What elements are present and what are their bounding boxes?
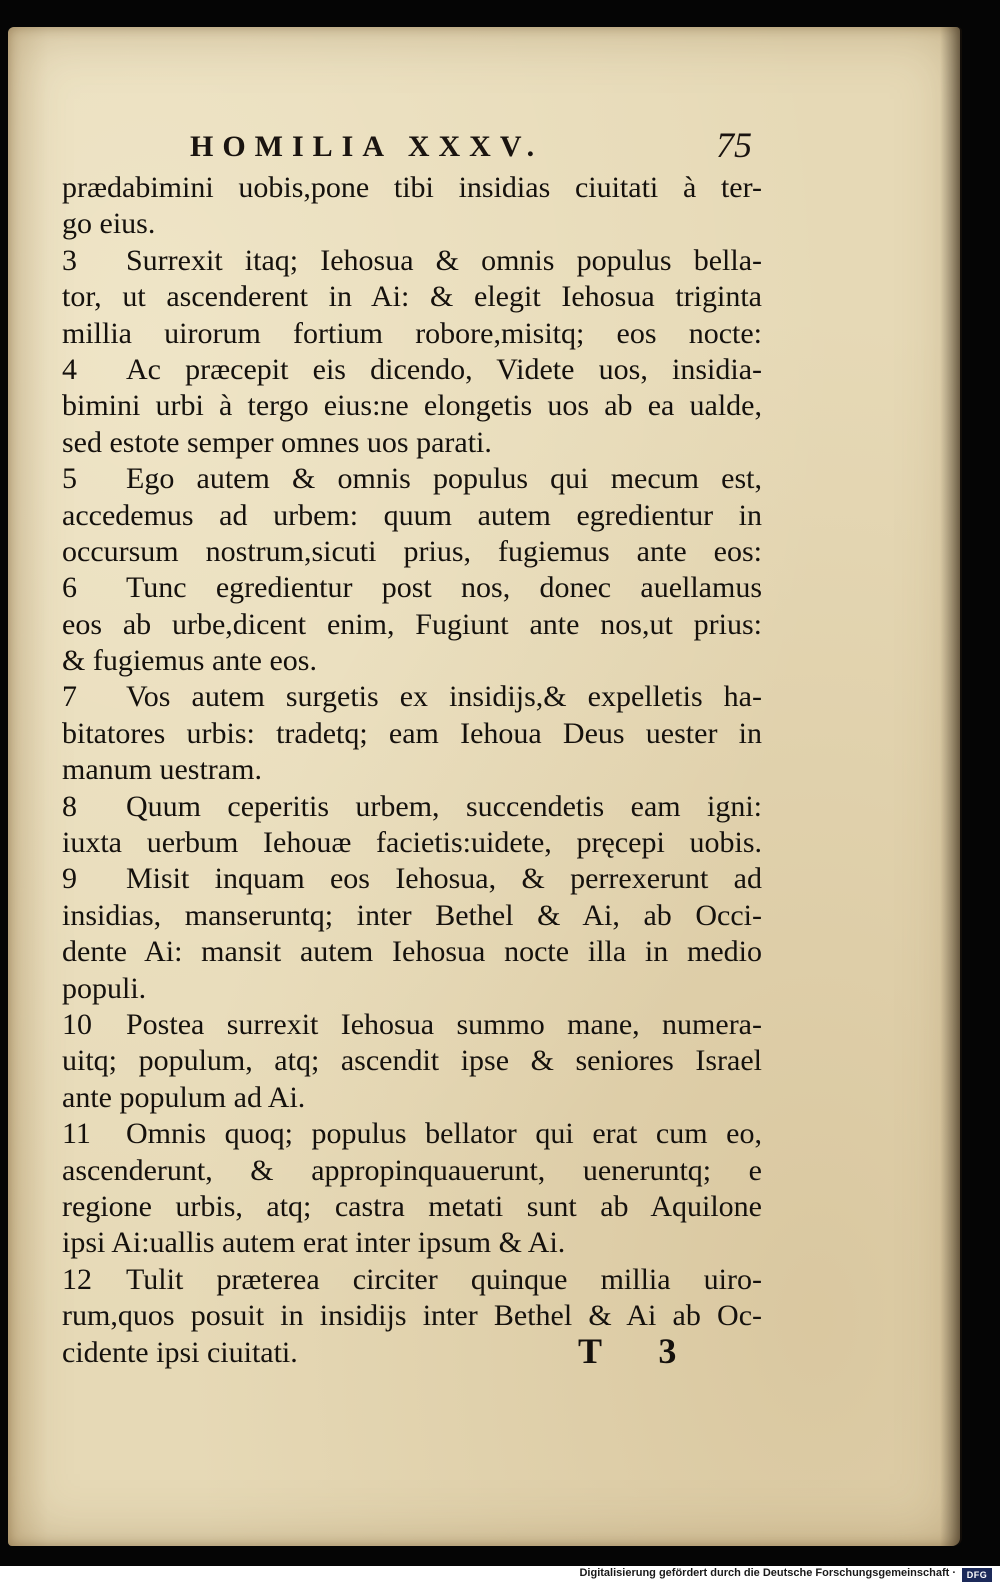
line-text: ante populum ad Ai. bbox=[62, 1080, 306, 1114]
text-line bbox=[62, 1007, 762, 1043]
line-text: bimini urbi à tergo eius:ne elongetis uos ab ea ualde, bbox=[62, 389, 762, 423]
verse-number: 11 bbox=[62, 1117, 91, 1151]
text-line bbox=[62, 1116, 762, 1152]
line-text: sed estote semper omnes uos parati. bbox=[62, 425, 492, 459]
line-text: uitq; populum, atq; ascendit ipse & seniores Israel bbox=[62, 1044, 762, 1078]
text-line bbox=[62, 316, 762, 352]
verse-number: 4 bbox=[62, 352, 77, 386]
line-text: accedemus ad urbem: quum autem egredientur in bbox=[62, 498, 762, 532]
line-text: manum uestram. bbox=[62, 753, 262, 787]
text-line bbox=[62, 206, 762, 242]
page-number: 75 bbox=[716, 125, 752, 165]
line-text: Quum ceperitis urbem, succendetis eam igni: bbox=[126, 789, 762, 823]
line-text: dente Ai: mansit autem Iehosua nocte illa in medio bbox=[62, 935, 762, 969]
text-line bbox=[62, 861, 762, 897]
verse-number: 12 bbox=[62, 1262, 92, 1296]
text-line bbox=[62, 570, 762, 606]
line-text: Ac præcepit eis dicendo, Videte uos, insidia- bbox=[126, 352, 762, 386]
line-text: Vos autem surgetis ex insidijs,& expelletis ha- bbox=[126, 680, 762, 714]
verse-number: 6 bbox=[62, 571, 77, 605]
verse-number: 5 bbox=[62, 462, 77, 496]
text-line bbox=[62, 752, 762, 788]
text-line bbox=[62, 789, 762, 825]
text-line bbox=[62, 534, 762, 570]
line-text: Postea surrexit Iehosua summo mane, numera- bbox=[126, 1007, 762, 1041]
line-text: populi. bbox=[62, 971, 147, 1005]
line-text: cidente ipsi ciuitati. bbox=[62, 1335, 298, 1369]
verse-number: 9 bbox=[62, 862, 77, 896]
line-text: & fugiemus ante eos. bbox=[62, 644, 317, 678]
verse-number: 10 bbox=[62, 1007, 92, 1041]
body-text bbox=[62, 170, 762, 1371]
line-text: Misit inquam eos Iehosua, & perrexerunt ad bbox=[126, 862, 762, 896]
signature-mark: T 3 bbox=[578, 1331, 701, 1371]
line-text: Ego autem & omnis populus qui mecum est, bbox=[126, 462, 762, 496]
line-text: prædabimini uobis,pone tibi insidias ciuitati à ter- bbox=[62, 171, 762, 204]
line-text: iuxta uerbum Iehouæ facietis:uidete, pręcepi uobis. bbox=[62, 826, 762, 860]
text-line bbox=[62, 425, 762, 461]
text-line bbox=[62, 1153, 762, 1189]
dfg-logo: DFG bbox=[962, 1568, 992, 1582]
text-line bbox=[62, 971, 762, 1007]
text-line bbox=[62, 934, 762, 970]
text-line bbox=[62, 243, 762, 279]
line-text: ipsi Ai:uallis autem erat inter ipsum & Ai. bbox=[62, 1226, 566, 1260]
running-title: HOMILIA XXXV. bbox=[190, 130, 544, 163]
text-line bbox=[62, 388, 762, 424]
line-text: eos ab urbe,dicent enim, Fugiunt ante nos,ut prius: bbox=[62, 607, 762, 641]
text-line bbox=[62, 679, 762, 715]
funding-credit: Digitalisierung gefördert durch die Deutsche Forschungsgemeinschaft · bbox=[579, 1567, 956, 1579]
text-line bbox=[62, 898, 762, 934]
text-line bbox=[62, 352, 762, 388]
text-line bbox=[62, 170, 762, 206]
line-text: Surrexit itaq; Iehosua & omnis populus bella- bbox=[126, 243, 762, 277]
text-line bbox=[62, 716, 762, 752]
line-text: regione urbis, atq; castra metati sunt ab Aquilone bbox=[62, 1189, 762, 1223]
text-line bbox=[62, 1262, 762, 1298]
line-text: Omnis quoq; populus bellator qui erat cum eo, bbox=[126, 1117, 762, 1151]
line-text: ascenderunt, & appropinquauerunt, ueneruntq; e bbox=[62, 1153, 762, 1187]
text-line bbox=[62, 1043, 762, 1079]
text-line bbox=[62, 607, 762, 643]
verse-number: 3 bbox=[62, 243, 77, 277]
text-line bbox=[62, 825, 762, 861]
text-line bbox=[62, 461, 762, 497]
line-text: tor, ut ascenderent in Ai: & elegit Iehosua triginta bbox=[62, 280, 762, 314]
text-line bbox=[62, 1080, 762, 1116]
page-edge-shadow bbox=[940, 27, 962, 1546]
text-line bbox=[62, 643, 762, 679]
line-text: Tulit præterea circiter quinque millia uiro- bbox=[126, 1262, 762, 1296]
line-text: insidias, manseruntq; inter Bethel & Ai, ab Occi- bbox=[62, 898, 762, 932]
line-text: bitatores urbis: tradetq; eam Iehoua Deus uester in bbox=[62, 716, 762, 750]
text-line bbox=[62, 1225, 762, 1261]
verse-number: 8 bbox=[62, 789, 77, 823]
line-text: rum,quos posuit in insidijs inter Bethel & Ai ab Oc- bbox=[62, 1299, 762, 1333]
line-text: millia uirorum fortium robore,misitq; eos nocte: bbox=[62, 316, 762, 350]
line-text: go eius. bbox=[62, 207, 156, 241]
text-line bbox=[62, 279, 762, 315]
line-text: Tunc egredientur post nos, donec auellamus bbox=[126, 571, 762, 605]
page-header bbox=[60, 125, 780, 170]
verse-number: 7 bbox=[62, 680, 77, 714]
line-text: occursum nostrum,sicuti prius, fugiemus ante eos: bbox=[62, 534, 762, 568]
text-line bbox=[62, 498, 762, 534]
text-line bbox=[62, 1189, 762, 1225]
